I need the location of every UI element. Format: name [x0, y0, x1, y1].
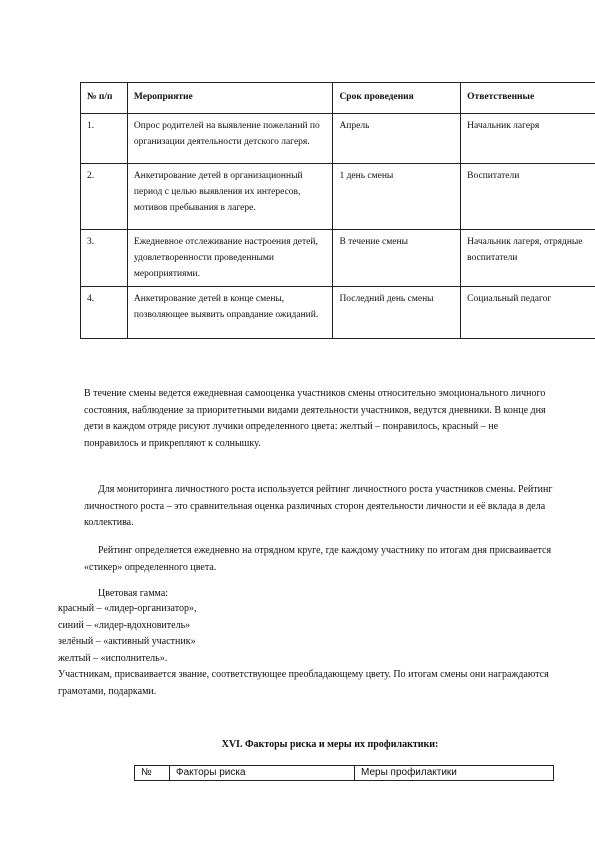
cell-date: 1 день смены	[333, 164, 461, 230]
table-row	[81, 230, 595, 287]
table-row	[81, 164, 595, 230]
cell-event: Ежедневное отслеживание настроения детей, удовлетворенности проведенными мероприятиями.	[127, 230, 333, 287]
cell-date: В течение смены	[333, 230, 461, 287]
table-row	[81, 287, 595, 339]
cell-event: Анкетирование детей в организационный период с целью выявления их интересов, мотивов пребывания в лагере.	[127, 164, 333, 230]
color-item-red: красный – «лидер-организатор»,	[58, 603, 197, 614]
cell-event: Опрос родителей на выявление пожеланий по организации деятельности детского лагеря.	[127, 114, 333, 164]
col-header-event: Мероприятие	[127, 83, 333, 114]
cell-date: Апрель	[333, 114, 461, 164]
cell-date: Последний день смены	[333, 287, 461, 339]
color-item-yellow: желтый – «исполнитель».	[58, 652, 168, 664]
col-header-responsible: Ответственные	[461, 83, 595, 114]
color-scheme-outro: Участникам, присваивается звание, соответствующее преобладающему цвету. По итогам смены они награждаются грамотами, подарками.	[58, 669, 549, 697]
table-row	[81, 114, 595, 164]
cell-number: 1.	[81, 114, 128, 164]
col-header-prevention: Меры профилактики	[355, 766, 554, 781]
paragraph-self-assessment: В течение смены ведется ежедневная самооценка участников смены относительно эмоционального личного состояния, наблюдение за приоритетными видами деятельности участников, ведутся дневники. В конце дня дети в каждом отряде рисуют лучики определенного цвета: желтый – понравилось, красный – не понравилось и прикрепляют к солнышку.	[84, 388, 546, 449]
col-header-risk-factors: Факторы риска	[170, 766, 355, 781]
risk-factors-table	[134, 765, 554, 781]
cell-responsible: Социальный педагог	[461, 287, 595, 339]
cell-responsible: Воспитатели	[461, 164, 595, 230]
col-header-number: №	[135, 766, 170, 781]
color-item-blue: синий – «лидер-вдохновитель»	[58, 619, 191, 631]
body-text-block	[84, 543, 554, 576]
paragraph-rating: Для мониторинга личностного роста используется рейтинг личностного роста участников смены. Рейтинг личностного роста – это сравнительная оценка различных сторон деятельности личности и её вклада в дела коллектива.	[84, 484, 553, 528]
cell-responsible: Начальник лагеря, отрядные воспитатели	[461, 230, 595, 287]
paragraph-daily-rating: Рейтинг определяется ежедневно на отрядном круге, где каждому участнику по итогам дня присваивается «стикер» определенного цвета.	[84, 545, 552, 573]
body-text-block	[84, 482, 554, 532]
cell-number: 4.	[81, 287, 128, 339]
cell-responsible: Начальник лагеря	[461, 114, 595, 164]
events-table	[80, 82, 595, 339]
cell-event: Анкетирование детей в конце смены, позволяющее выявить оправдание ожиданий.	[127, 287, 333, 339]
color-list	[58, 601, 558, 700]
section-heading: XVI. Факторы риска и меры их профилактики:	[221, 739, 439, 750]
body-text-block	[84, 386, 554, 452]
col-header-date: Срок проведения	[333, 83, 461, 114]
col-header-number: № п/п	[81, 83, 128, 114]
color-scheme-title: Цветовая гамма:	[98, 588, 169, 599]
cell-number: 2.	[81, 164, 128, 230]
table-header-row	[135, 766, 554, 781]
table-header-row	[81, 83, 595, 114]
cell-number: 3.	[81, 230, 128, 287]
color-item-green: зелёный – «активный участник»	[58, 636, 196, 647]
